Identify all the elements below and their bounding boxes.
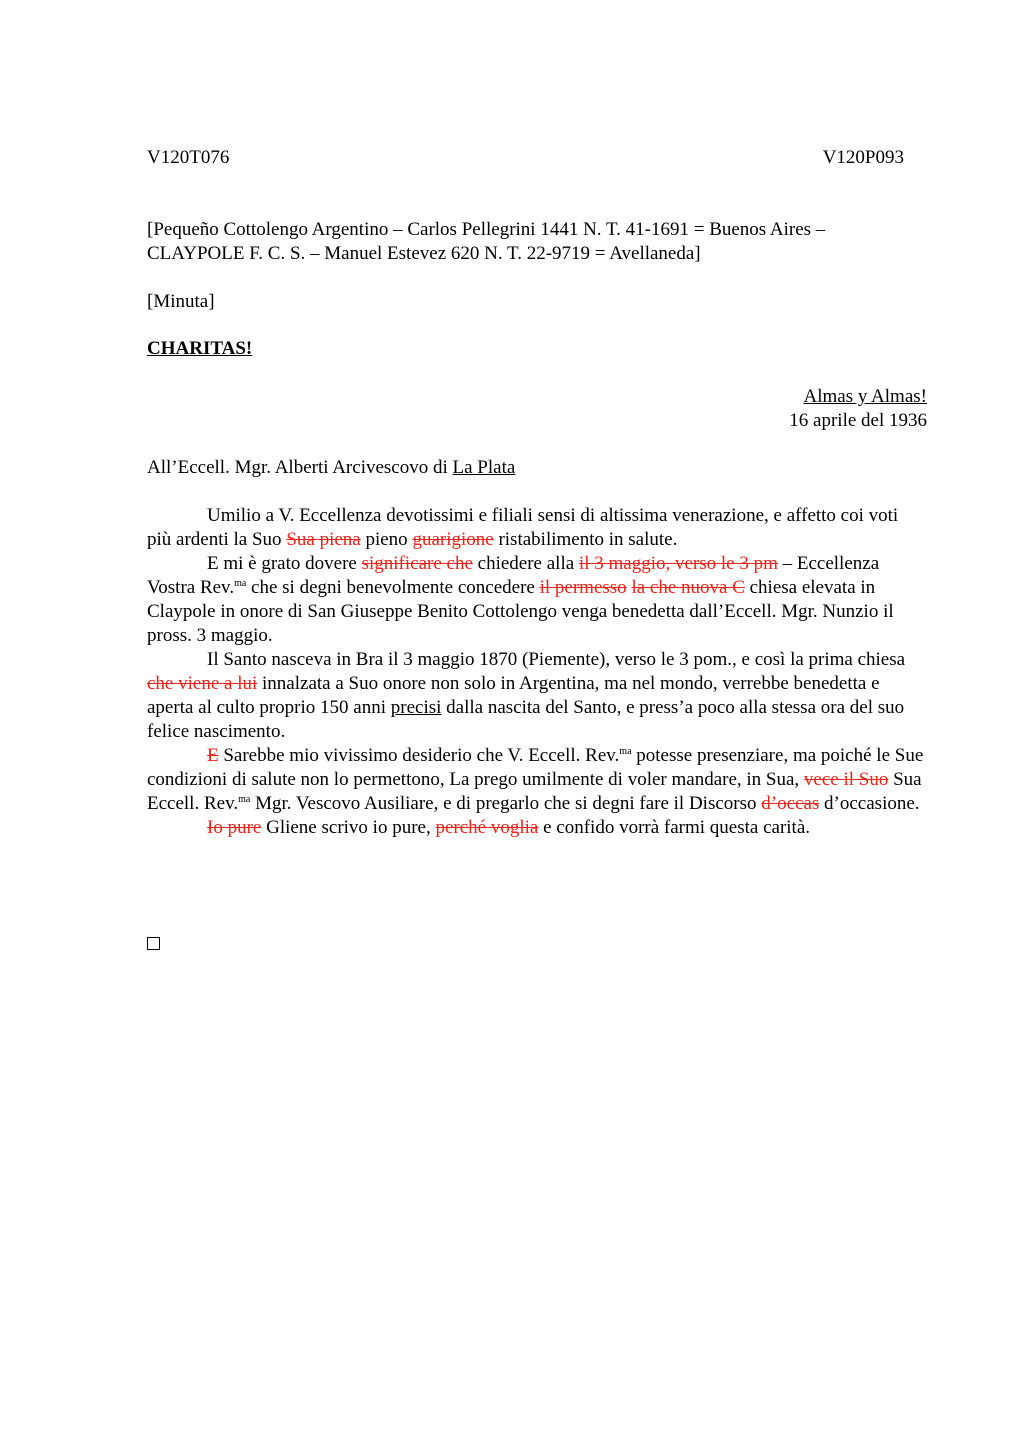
deleted-text: che viene a lui: [147, 673, 258, 694]
text-span: chiedere alla: [472, 553, 579, 574]
letterhead-line-2: CLAYPOLE F. C. S. – Manuel Estevez 620 N. T. 22-9719 = Avellaneda]: [147, 243, 701, 264]
paragraph-3: [147, 648, 927, 744]
text-span: – Eccellenza Vostra Rev.: [147, 553, 880, 598]
text-span: Sua Eccell. Rev.: [147, 769, 922, 814]
deleted-text: Sua piena: [286, 529, 361, 550]
text-span: chiesa elevata in Claypole in onore di San Giuseppe Benito Cottolengo venga benedetta dall’Eccell. Mgr. Nunzio il pross. 3 maggio.: [147, 577, 894, 646]
text-span: ristabilimento in salute.: [493, 529, 678, 550]
paragraph-1: [147, 504, 927, 552]
text-span: Mgr. Vescovo Ausiliare, e di pregarlo che si degni fare il Discorso: [250, 793, 762, 814]
text-span: pieno: [360, 529, 413, 550]
text-span: d’occasione.: [819, 793, 920, 814]
deleted-text: vece il Suo: [803, 769, 889, 790]
deleted-text: il 3 maggio, verso le 3 pm: [578, 553, 778, 574]
superscript: ma: [234, 578, 247, 589]
deleted-text: guarigione: [412, 529, 494, 550]
text-span: Il Santo nasceva in Bra il 3 maggio 1870 (Piemente), verso le 3 pom., e così la prima chiesa: [207, 649, 906, 670]
letterhead-line-1: [Pequeño Cottolengo Argentino – Carlos Pellegrini 1441 N. T. 41-1691 = Buenos Aires –: [147, 219, 826, 240]
text-span: Sarebbe mio vivissimo desiderio che V. Eccell. Rev.: [218, 745, 620, 766]
paragraph-4: [147, 744, 927, 816]
document-code-left: V120T076: [147, 147, 230, 168]
text-span: che si degni benevolmente concedere: [246, 577, 540, 598]
superscript: ma: [619, 746, 632, 757]
checkbox-square-icon: [147, 937, 160, 950]
deleted-text: il permesso: [539, 577, 627, 598]
text-span: dalla nascita del Santo, e press’a poco alla stessa ora del suo felice nascimento.: [147, 697, 905, 742]
paragraph-2: [147, 552, 927, 648]
deleted-text: Io pure: [207, 817, 262, 838]
deleted-text: E: [207, 745, 219, 766]
charitas-heading: CHARITAS!: [147, 338, 253, 359]
underlined-text: precisi: [390, 697, 442, 718]
text-span: Gliene scrivo io pure,: [261, 817, 436, 838]
letter-date: 16 aprile del 1936: [789, 410, 927, 431]
text-span: Umilio a V. Eccellenza devotissimi e filiali sensi di altissima venerazione, e affetto coi voti più ardenti la Suo: [147, 505, 899, 550]
superscript: ma: [238, 794, 251, 805]
deleted-text: la che nuova C: [631, 577, 745, 598]
text-span: potesse presenziare, ma poiché le Sue condizioni di salute non lo permettono, La prego umilmente di voler mandare, in Sua,: [147, 745, 924, 790]
recipient-line: [147, 456, 515, 480]
recipient-place: La Plata: [452, 457, 516, 478]
deleted-text: d’occas: [761, 793, 820, 814]
letter-body: [147, 504, 927, 840]
text-span: E mi è grato dovere: [207, 553, 362, 574]
deleted-text: significare che: [361, 553, 473, 574]
paragraph-5: [147, 816, 927, 840]
recipient-prefix: All’Eccell. Mgr. Alberti Arcivescovo di: [147, 457, 453, 478]
document-code-right: V120P093: [822, 147, 904, 168]
text-span: e confido vorrà farmi questa carità.: [538, 817, 811, 838]
minuta-label: [Minuta]: [147, 291, 215, 312]
deleted-text: perché voglia: [435, 817, 539, 838]
text-span: innalzata a Suo onore non solo in Argentina, ma nel mondo, verrebbe benedetta e aperta al culto proprio 150 anni: [147, 673, 880, 718]
motto: Almas y Almas!: [803, 386, 927, 407]
letterhead: [147, 218, 927, 266]
